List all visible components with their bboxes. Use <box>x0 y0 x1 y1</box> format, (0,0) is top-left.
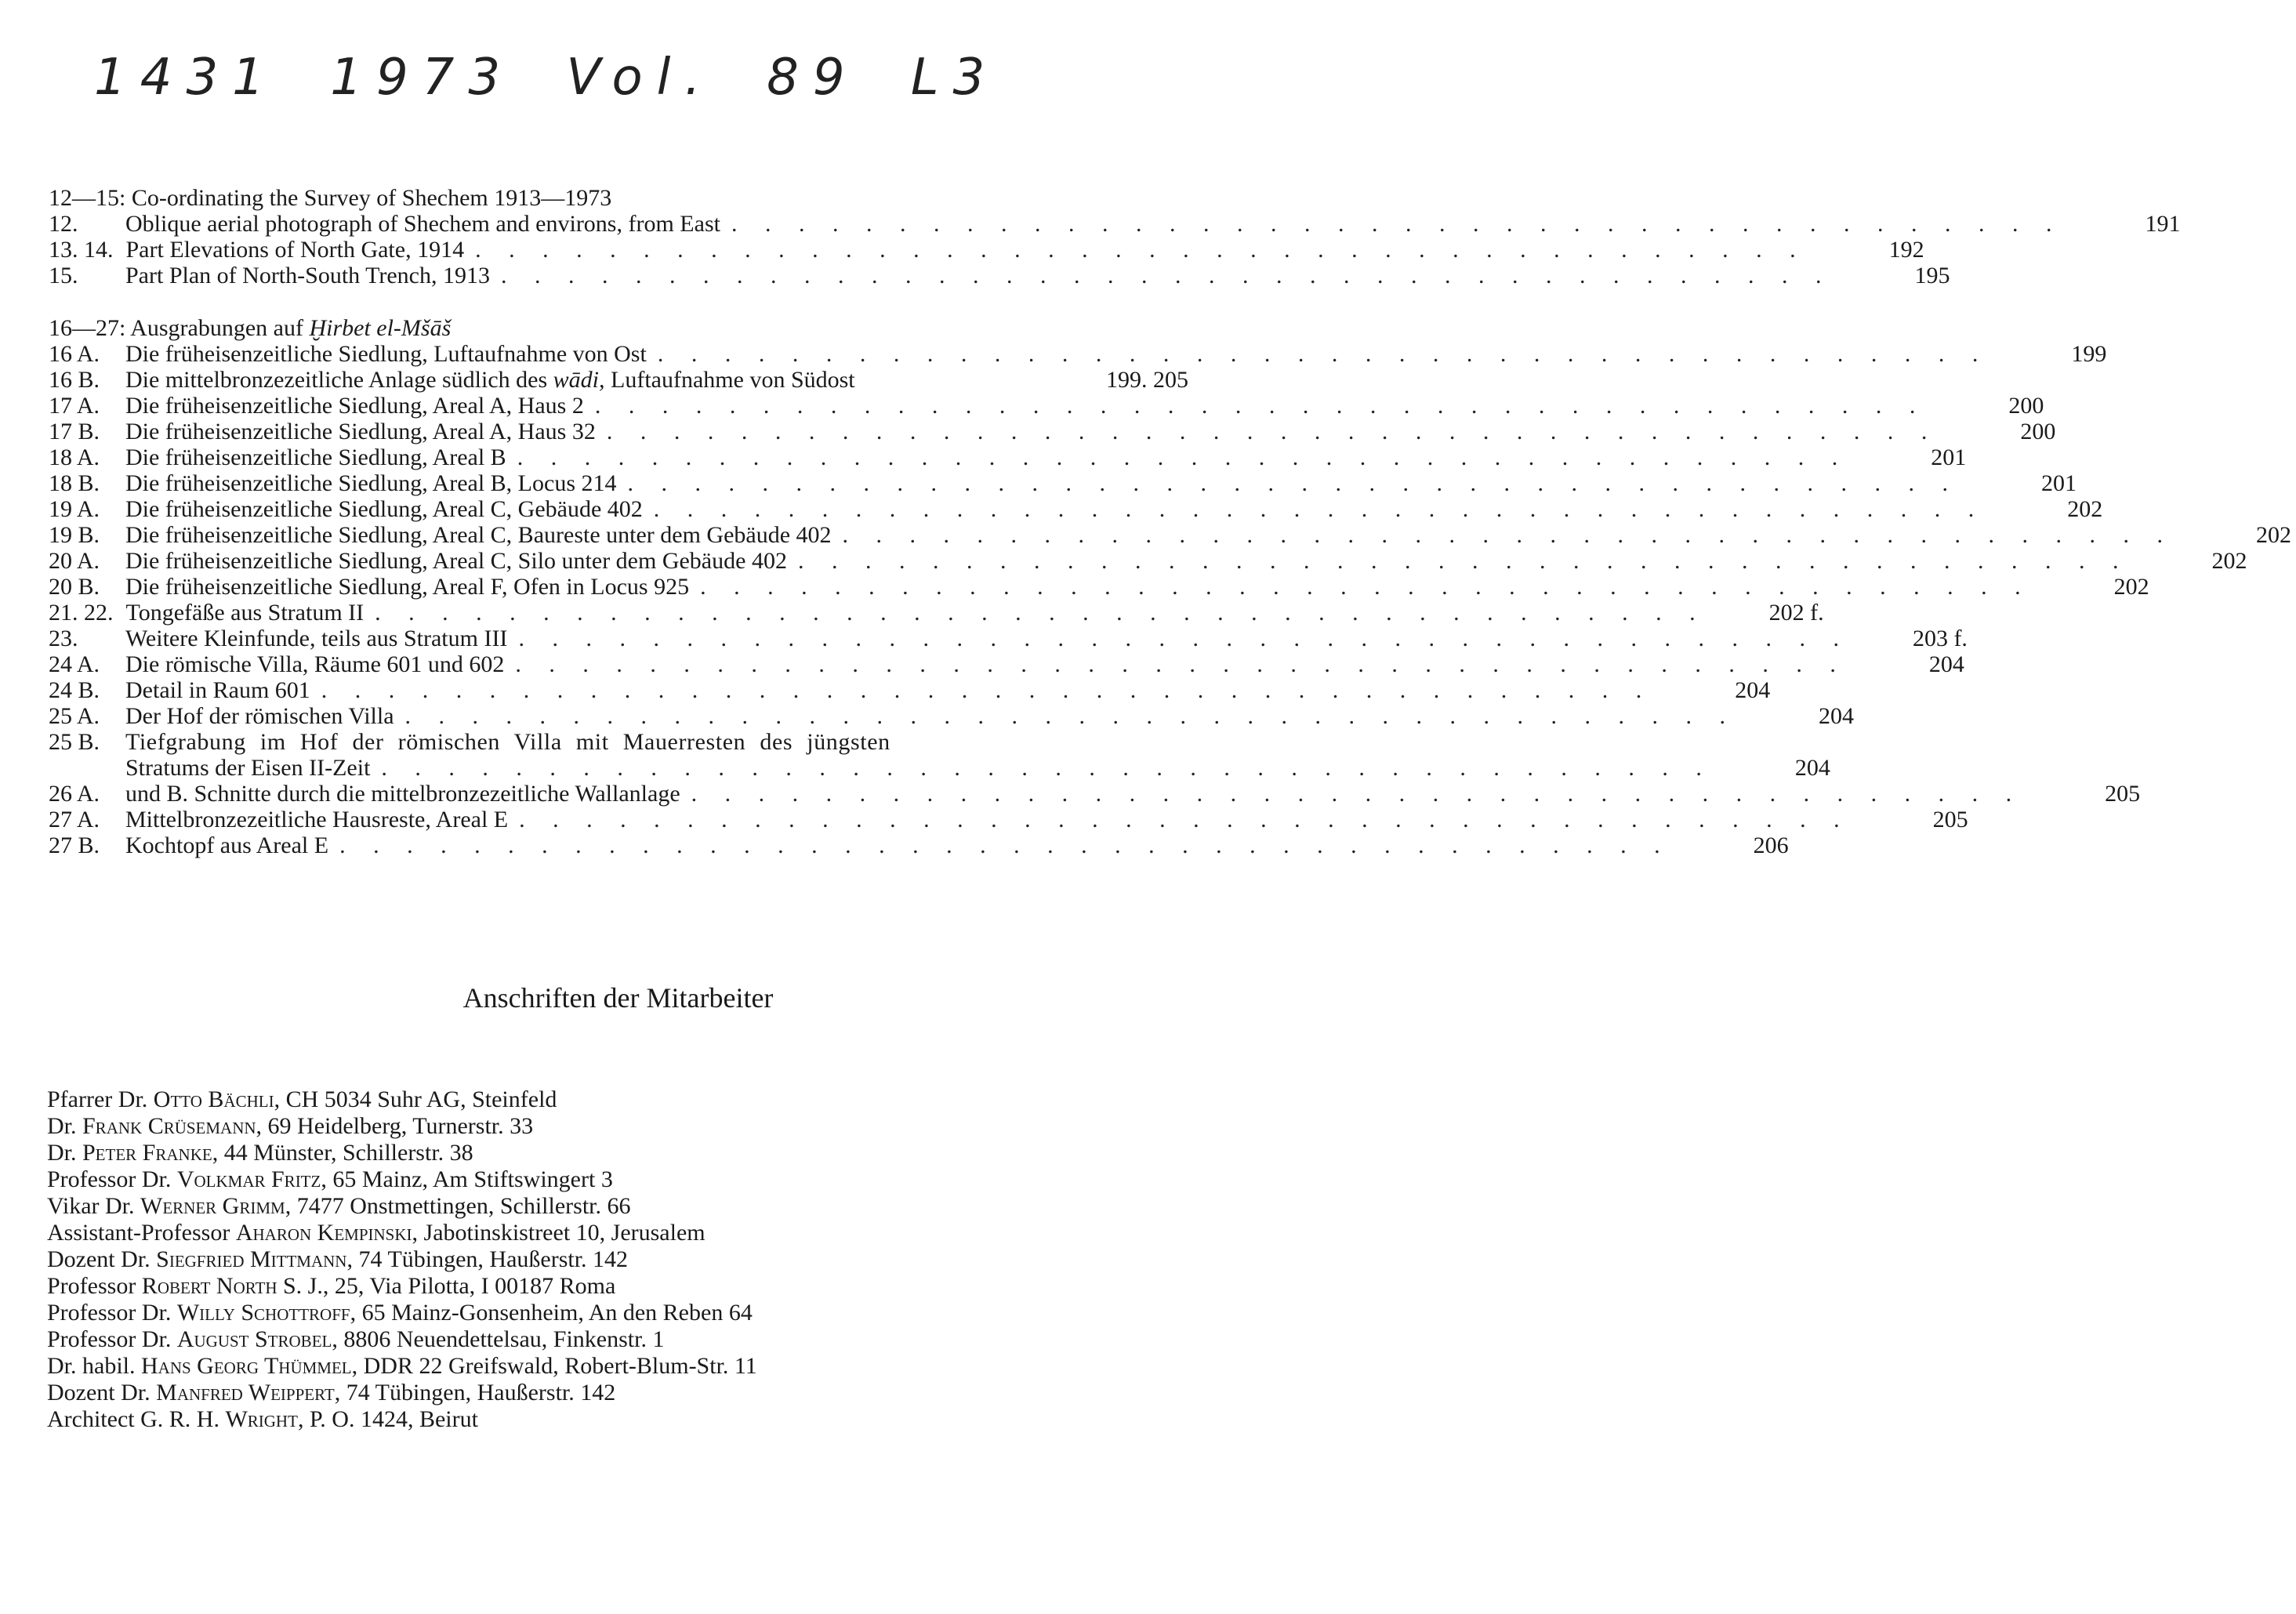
figure-title: Der Hof der römischen Villa <box>125 703 394 729</box>
section-heading: 12—15: Co-ordinating the Survey of Shechem 1913—1973 <box>49 185 612 211</box>
contributor-title: Professor Dr. <box>47 1300 172 1326</box>
dot-leader: . . . . . . . . . . . . . . . . . . . . . . . . . . . . . . . . . . . . . . . . <box>501 263 1833 288</box>
figure-title: Die früheisenzeitliche Siedlung, Areal B, Locus 214 <box>125 470 617 496</box>
contributor-title: Dozent Dr. <box>47 1380 151 1405</box>
list-item <box>49 832 1789 858</box>
contributor-title: Dozent Dr. <box>47 1246 151 1272</box>
dot-leader: . . . . . . . . . . . . . . . . . . . . . . . . . . . . . . . . . . . . . . . . <box>381 755 1713 781</box>
contributor-name: Peter Franke <box>82 1140 212 1166</box>
handwritten-catalog-note: 1431 1973 Vol. 89 L3 <box>94 49 999 107</box>
list-item <box>49 651 1964 677</box>
contributor-name: Otto Bächli <box>153 1086 274 1112</box>
contributor-title: Pfarrer Dr. <box>47 1086 148 1112</box>
contributor-name: Hans Georg Thümmel <box>141 1353 352 1379</box>
figure-title: Detail in Raum 601 <box>125 677 310 703</box>
page-number: 204 <box>1735 677 1771 703</box>
contributor-title: Dr. <box>47 1113 77 1139</box>
figure-title-term: wādi, <box>553 367 605 393</box>
dot-leader: . . . . . . . . . . . . . . . . . . . . . . . . . . . . . . . . . . . . . . . . <box>657 341 1990 367</box>
dot-leader: . . . . . . . . . . . . . . . . . . . . . . . . . . . . . . . . . . . . . . . . <box>404 703 1737 729</box>
figure-title: Die früheisenzeitliche Siedlung, Areal A, Haus 2 <box>125 393 584 419</box>
list-item <box>49 626 1968 651</box>
contributor-address: , Jabotinskistreet 10, Jerusalem <box>412 1220 705 1246</box>
list-item <box>49 781 2141 807</box>
figure-title: Die früheisenzeitliche Siedlung, Areal B <box>125 444 506 470</box>
figure-title: Mittelbronzezeitliche Hausreste, Areal E <box>125 807 509 832</box>
list-item <box>49 574 2149 600</box>
contributor-entry <box>47 1326 1207 1353</box>
list-item <box>49 211 2181 237</box>
contributor-name: Willy Schottroff <box>176 1300 350 1326</box>
contributor-title: Assistant-Professor <box>47 1220 230 1246</box>
contributor-entry <box>47 1353 1207 1380</box>
list-item <box>49 548 2247 574</box>
figure-number: 27 A. <box>49 807 100 832</box>
contributor-entry <box>47 1300 1207 1326</box>
contributor-address: S. J., 25, Via Pilotta, I 00187 Roma <box>277 1273 616 1299</box>
dot-leader: . . . . . . . . . . . . . . . . . . . . . . . . . . . . . . . . . . . . . . . . <box>375 600 1707 626</box>
list-item <box>49 341 2107 367</box>
figure-title: Tongefäße aus Stratum II <box>125 600 365 626</box>
list-item <box>49 677 1771 703</box>
page-number: 205 <box>1932 807 1968 832</box>
dot-leader: . . . . . . . . . . . . . . . . . . . . . . . . . . . . . . . . . . . . . . . . <box>321 677 1653 703</box>
figure-number: 16 A. <box>49 341 100 367</box>
figure-number: 27 B. <box>49 832 100 858</box>
figure-title: Die römische Villa, Räume 601 und 602 <box>125 651 505 677</box>
figure-title: Part Plan of North-South Trench, 1913 <box>125 263 490 288</box>
page-number: 202 <box>2211 548 2247 574</box>
page-number: 202 f. <box>1768 600 1824 626</box>
dot-leader: . . . . . . . . . . . . . . . . . . . . . . . . . . . . . . . . . . . . . . . . <box>691 781 2023 807</box>
figure-number: 17 B. <box>49 419 100 444</box>
page-number: 205 <box>2105 781 2141 807</box>
dot-leader: . . . . . . . . . . . . . . . . . . . . . . . . . . . . . . . . . . . . . . . . <box>517 444 1849 470</box>
dot-leader: . . . . . . . . . . . . . . . . . . . . . . . . . . . . . . . . . . . . . . . . <box>594 393 1927 419</box>
contributors-list <box>47 1086 1207 1433</box>
dot-leader: . . . . . . . . . . . . . . . . . . . . . . . . . . . . . . . . . . . . . . . . <box>797 548 2130 574</box>
contributor-entry <box>47 1166 1207 1193</box>
contributor-name: Werner Grimm <box>140 1193 285 1219</box>
figure-number: 12. <box>49 211 78 237</box>
contributor-address: , 65 Mainz-Gonsenheim, An den Reben 64 <box>350 1300 753 1326</box>
figure-number: 13. 14. <box>49 237 114 263</box>
contributor-address: , CH 5034 Suhr AG, Steinfeld <box>274 1086 557 1112</box>
figure-list-shechem <box>49 185 2181 288</box>
page-number: 204 <box>1819 703 1855 729</box>
dot-leader: . . . . . . . . . . . . . . . . . . . . . . . . . . . . . . . . . . . . . . . . <box>731 211 2063 237</box>
contributor-address: , 65 Mainz, Am Stiftswingert 3 <box>321 1166 613 1192</box>
figure-title: Die früheisenzeitliche Siedlung, Areal C, Silo unter dem Gebäude 402 <box>125 548 787 574</box>
figure-number: 25 B. <box>49 729 100 755</box>
list-item <box>49 522 2292 548</box>
contributor-entry <box>47 1273 1207 1300</box>
figure-title-prefix: Die mittelbronzezeitliche Anlage südlich des <box>125 367 548 393</box>
figure-title <box>125 367 855 393</box>
contributor-entry <box>47 1220 1207 1246</box>
figure-title: und B. Schnitte durch die mittelbronzezeitliche Wallanlage <box>125 781 680 807</box>
page-number: 195 <box>1914 263 1950 288</box>
figure-title: Tiefgrabung im Hof der römischen Villa mit Mauerresten des jüngsten <box>125 729 890 755</box>
contributor-address: , 74 Tübingen, Haußerstr. 142 <box>346 1246 629 1272</box>
contributor-name: August Strobel <box>176 1326 332 1352</box>
figure-number: 24 B. <box>49 677 100 703</box>
figure-number: 21. 22. <box>49 600 114 626</box>
figure-title-continued: Stratums der Eisen II-Zeit <box>125 755 371 781</box>
contributor-address: , 69 Heidelberg, Turnerstr. 33 <box>256 1113 534 1139</box>
contributor-name: Robert North <box>141 1273 277 1299</box>
page-number: 199. 205 <box>1106 367 1188 393</box>
figure-title-suffix: Luftaufnahme von Südost <box>611 367 855 393</box>
dot-leader: . . . . . . . . . . . . . . . . . . . . . . . . . . . . . . . . . . . . . . . . <box>475 237 1807 263</box>
dot-leader: . . . . . . . . . . . . . . . . . . . . . . . . . . . . . . . . . . . . . . . . <box>339 832 1671 858</box>
figure-title: Die früheisenzeitliche Siedlung, Areal A, Haus 32 <box>125 419 596 444</box>
contributor-entry <box>47 1380 1207 1406</box>
list-item <box>49 600 1824 626</box>
contributor-name: Frank Crüsemann <box>82 1113 256 1139</box>
contributor-name: Volkmar Fritz <box>176 1166 321 1192</box>
figure-number: 19 A. <box>49 496 100 522</box>
figure-number: 20 B. <box>49 574 100 600</box>
list-item-continuation <box>49 755 1830 781</box>
page-number: 202 <box>2256 522 2292 548</box>
page-number: 202 <box>2067 496 2103 522</box>
figure-number: 20 A. <box>49 548 100 574</box>
contributor-title: Dr. <box>47 1140 77 1166</box>
contributor-address: , 44 Münster, Schillerstr. 38 <box>212 1140 473 1166</box>
list-item <box>49 496 2103 522</box>
contributor-address: , 8806 Neuendettelsau, Finkenstr. 1 <box>332 1326 665 1352</box>
contributor-entry <box>47 1086 1207 1113</box>
dot-leader: . . . . . . . . . . . . . . . . . . . . . . . . . . . . . . . . . . . . . . . . <box>653 496 1986 522</box>
list-item <box>49 703 1855 729</box>
figure-title: Die früheisenzeitliche Siedlung, Areal C, Gebäude 402 <box>125 496 643 522</box>
list-item <box>49 393 2044 419</box>
figure-number: 18 B. <box>49 470 100 496</box>
contributor-entry <box>47 1246 1207 1273</box>
list-item <box>49 237 1924 263</box>
dot-leader: . . . . . . . . . . . . . . . . . . . . . . . . . . . . . . . . . . . . . . . . <box>606 419 1939 444</box>
figure-title: Part Elevations of North Gate, 1914 <box>125 237 465 263</box>
page-number: 201 <box>2041 470 2077 496</box>
contributor-name: Manfred Weippert <box>156 1380 335 1405</box>
list-item <box>49 470 2077 496</box>
figure-number: 15. <box>49 263 78 288</box>
page-number: 200 <box>2020 419 2056 444</box>
figure-number: 17 A. <box>49 393 100 419</box>
figure-number: 23. <box>49 626 78 651</box>
dot-leader: . . . . . . . . . . . . . . . . . . . . . . . . . . . . . . . . . . . . . . . . <box>515 651 1847 677</box>
list-item <box>49 444 1967 470</box>
list-item <box>49 419 2056 444</box>
contributor-title: Professor <box>47 1273 136 1299</box>
page-number: 203 f. <box>1912 626 1968 651</box>
figure-title: Kochtopf aus Areal E <box>125 832 329 858</box>
page-number: 202 <box>2113 574 2149 600</box>
figure-number: 25 A. <box>49 703 100 729</box>
contributor-name: Aharon Kempinski <box>235 1220 412 1246</box>
section-heading-prefix: 16—27: Ausgrabungen auf <box>49 315 303 341</box>
page-number: 204 <box>1794 755 1830 781</box>
figure-title: Oblique aerial photograph of Shechem and environs, from East <box>125 211 720 237</box>
list-item <box>49 367 1193 393</box>
figure-title: Weitere Kleinfunde, teils aus Stratum III <box>125 626 508 651</box>
contributor-address: , P. O. 1424, Beirut <box>297 1406 478 1432</box>
page-number: 192 <box>1888 237 1924 263</box>
page-number: 204 <box>1928 651 1964 677</box>
list-item <box>49 807 1968 832</box>
contributor-entry <box>47 1140 1207 1166</box>
site-name: Ḫirbet el-Mšāš <box>309 315 452 341</box>
figure-number: 16 B. <box>49 367 100 393</box>
contributors-heading: Anschriften der Mitarbeiter <box>462 982 774 1014</box>
page-number: 206 <box>1753 832 1789 858</box>
list-item <box>49 263 1950 288</box>
figure-list-msas <box>49 315 2292 858</box>
page-number: 200 <box>2008 393 2044 419</box>
contributor-title: Dr. habil. <box>47 1353 136 1379</box>
contributor-name: Wright <box>225 1406 298 1432</box>
figure-number: 26 A. <box>49 781 100 807</box>
figure-number: 19 B. <box>49 522 100 548</box>
contributor-title: Professor Dr. <box>47 1166 172 1192</box>
dot-leader: . . . . . . . . . . . . . . . . . . . . . . . . . . . . . . . . . . . . . . . . <box>842 522 2174 548</box>
page-number: 191 <box>2145 211 2181 237</box>
list-item <box>49 729 1193 755</box>
contributor-entry <box>47 1406 1207 1433</box>
figure-number: 18 A. <box>49 444 100 470</box>
contributor-name: Siegfried Mittmann <box>156 1246 347 1272</box>
figure-title: Die früheisenzeitliche Siedlung, Luftaufnahme von Ost <box>125 341 647 367</box>
figure-title: Die früheisenzeitliche Siedlung, Areal F, Ofen in Locus 925 <box>125 574 690 600</box>
dot-leader: . . . . . . . . . . . . . . . . . . . . . . . . . . . . . . . . . . . . . . . . <box>518 626 1850 651</box>
contributor-entry <box>47 1193 1207 1220</box>
contributor-address: , DDR 22 Greifswald, Robert-Blum-Str. 11 <box>351 1353 757 1379</box>
section-heading <box>49 315 1193 341</box>
contributor-title: Architect G. R. H. <box>47 1406 219 1432</box>
contributor-address: , 7477 Onstmettingen, Schillerstr. 66 <box>285 1193 631 1219</box>
figure-number: 24 A. <box>49 651 100 677</box>
page-number: 199 <box>2071 341 2107 367</box>
contributor-title: Professor Dr. <box>47 1326 172 1352</box>
figure-title: Die früheisenzeitliche Siedlung, Areal C, Baureste unter dem Gebäude 402 <box>125 522 832 548</box>
dot-leader: . . . . . . . . . . . . . . . . . . . . . . . . . . . . . . . . . . . . . . . . <box>519 807 1851 832</box>
page-number: 201 <box>1931 444 1967 470</box>
contributor-entry <box>47 1113 1207 1140</box>
dot-leader: . . . . . . . . . . . . . . . . . . . . . . . . . . . . . . . . . . . . . . . . <box>700 574 2032 600</box>
dot-leader: . . . . . . . . . . . . . . . . . . . . . . . . . . . . . . . . . . . . . . . . <box>627 470 1959 496</box>
contributor-address: , 74 Tübingen, Haußerstr. 142 <box>334 1380 616 1405</box>
contributor-title: Vikar Dr. <box>47 1193 135 1219</box>
